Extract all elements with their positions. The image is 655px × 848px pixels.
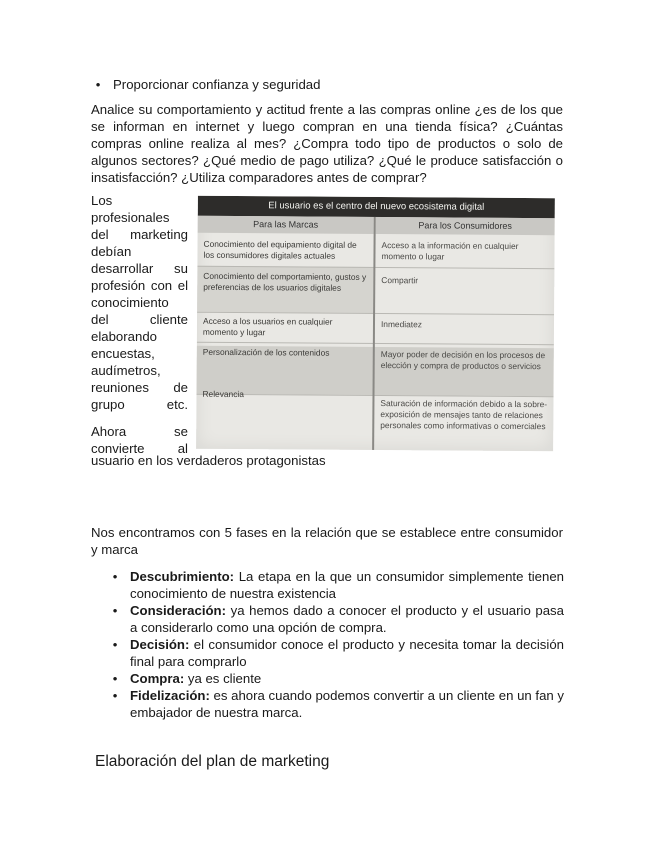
paragraph-fases: Nos encontramos con 5 fases en la relación que se establece entre consumidor y marca [91,525,563,557]
paragraph-comportamiento: Analice su comportamiento y actitud frente a las compras online ¿es de los que se informan en internet y luego compran en una tienda física? ¿Cuántas compras online realiza al mes? ¿Compra todo tipo de productos o solo de algunos sectores? ¿Qué medio de pago utiliza? ¿Qué le produce satisfacción o insatisfacción? ¿Utiliza comparadores antes de comprar? [91,102,563,185]
row-divider [197,342,554,345]
table-cell: Inmediatez [380,319,422,330]
list-item [112,687,564,721]
list-item [112,602,564,636]
list-item [112,636,564,670]
phase-term: Consideración: [130,603,226,618]
bullet-text: Proporcionar confianza y seguridad [113,77,321,92]
phase-text: es ahora cuando podemos convertir a un cliente en un fan y embajador de nuestra marca. [130,688,564,720]
bullet-dot-icon: • [95,77,101,92]
side-paragraph-profesionales: Los profesionales del marketing debían desarrollar su profesión con el conocimiento del cliente elaborando encuestas, audímetros, reuniones de grupo etc. [91,193,188,412]
bullet-dot-icon: • [112,603,118,618]
table-cell: Saturación de información debido a la sobre-exposición de mensajes tanto de relaciones personales como informativas o comerciales [380,398,548,432]
phase-term: Compra: [130,671,185,686]
table-cell: Conocimiento del equipamiento digital de los consumidores digitales actuales [203,238,357,261]
bullet-dot-icon: • [112,569,118,584]
phase-text: La etapa en la que un consumidor simplemente tienen conocimiento de nuestra existencia [130,569,564,601]
table-cell: Acceso a la información en cualquier momento o lugar [381,240,519,262]
bullet-item [95,76,321,93]
bullet-dot-icon: • [112,688,118,703]
table-cell: Acceso a los usuarios en cualquier momento y lugar [202,315,333,338]
side-text-column [91,192,188,457]
row-divider [197,312,554,315]
list-item [112,670,564,687]
phase-term: Descubrimiento: [130,569,235,584]
phase-term: Decisión: [130,637,190,652]
phase-text: ya hemos dado a conocer el producto y el usuario pasa a considerarlo como una opción de compra. [130,603,564,635]
phase-text: el consumidor conoce el producto y necesita tomar la decisión final para comprarlo [130,637,564,669]
table-cell: Conocimiento del comportamiento, gustos y preferencias de los usuarios digitales [203,270,367,293]
side-paragraph-tail: usuario en los verdaderos protagonistas [91,453,326,468]
phase-term: Fidelización: [130,688,210,703]
section-heading: Elaboración del plan de marketing [95,753,330,770]
phase-text: ya es cliente [184,671,262,686]
phases-list [112,568,564,721]
table-photo [196,196,555,451]
bullet-dot-icon: • [112,637,118,652]
table-title: El usuario es el centro del nuevo ecosistema digital [198,196,555,218]
table-header-marcas: Para las Marcas [198,216,374,234]
column-divider [372,217,376,450]
table-header-consumidores: Para los Consumidores [376,217,555,235]
table-cell: Personalización de los contenidos [202,346,330,358]
side-paragraph-ahora: Ahora se convierte al [91,424,188,456]
list-item [112,568,564,602]
table-cell: Compartir [381,275,419,286]
table-cell: Mayor poder de decisión en los procesos de elección y compra de productos o servicios [380,349,546,372]
table-cell: Relevancia [202,388,244,400]
bullet-dot-icon: • [112,671,118,686]
